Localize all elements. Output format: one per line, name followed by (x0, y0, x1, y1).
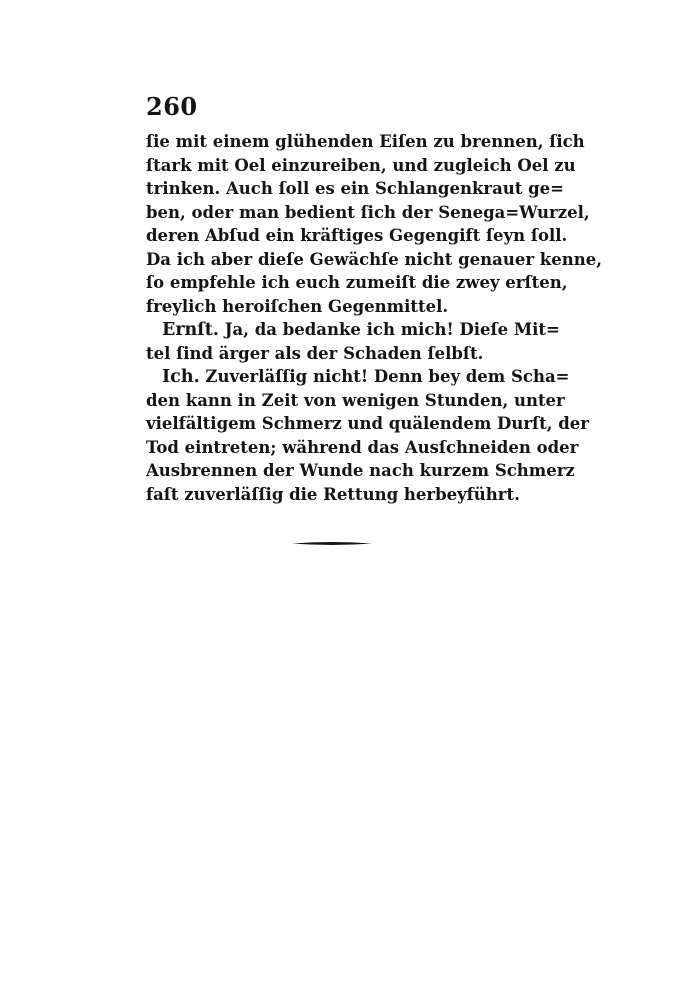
section-end-rule (292, 541, 372, 546)
text-line: freylich heroiſchen Gegenmittel. (146, 296, 449, 316)
text-line: tel ſind ärger als der Schaden ſelbſt. (146, 343, 484, 363)
text-line: trinken. Auch ſoll es ein Schlangenkraut ge= (146, 179, 564, 198)
dialogue-line-ich (146, 365, 570, 389)
body-text (146, 130, 602, 506)
speaker-name: Ich. (162, 367, 200, 387)
dialogue-text: Ja, da bedanke ich mich! Dieſe Mit= (224, 320, 560, 339)
page-number: 260 (146, 92, 198, 121)
text-line: ſie mit einem glühenden Eiſen zu brennen, ſich (146, 132, 585, 151)
dialogue-line-ernst (146, 318, 560, 342)
text-line: faſt zuverläſſig die Rettung herbeyführt. (146, 484, 520, 504)
text-line: vielfältigem Schmerz und quälendem Durſt, der (146, 414, 589, 433)
text-line: Da ich aber dieſe Gewächſe nicht genauer kenne, (146, 249, 602, 269)
text-line: ſtark mit Oel einzureiben, und zugleich Oel zu (146, 155, 576, 175)
dialogue-text: Zuverläſſig nicht! Denn bey dem Scha= (205, 367, 570, 386)
text-line: den kann in Zeit von wenigen Stunden, unter (146, 390, 565, 410)
speaker-name: Ernſt. (162, 320, 219, 340)
text-line: Ausbrennen der Wunde nach kurzem Schmerz (146, 461, 575, 480)
text-line: ben, oder man bedient ſich der Senega=Wurzel, (146, 202, 590, 222)
text-line: ſo empfehle ich euch zumeiſt die zwey erſten, (146, 273, 568, 292)
text-line: deren Abſud ein kräftiges Gegengift ſeyn ſoll. (146, 226, 568, 245)
text-line: Tod eintreten; während das Ausſchneiden oder (146, 437, 579, 457)
